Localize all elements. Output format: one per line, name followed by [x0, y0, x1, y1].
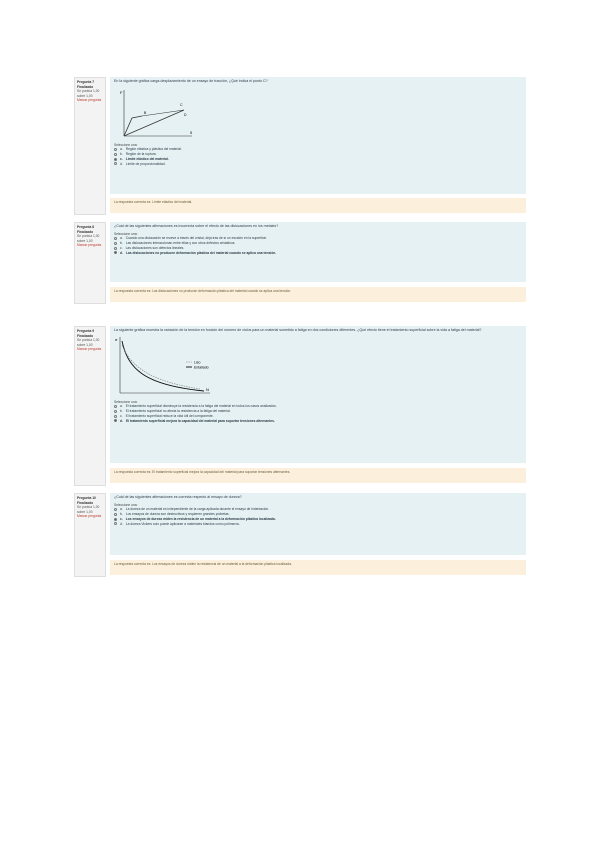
- question-info: [74, 77, 106, 215]
- radio-button[interactable]: [114, 148, 117, 151]
- answer-option[interactable]: b. Los ensayos de dureza son destructivos y requieren grandes probetas.: [114, 512, 522, 517]
- answer-option[interactable]: a. La dureza de un material es independiente de la carga aplicada durante el ensayo de indentación.: [114, 507, 522, 512]
- radio-button[interactable]: [114, 162, 117, 165]
- radio-button[interactable]: [114, 237, 117, 240]
- radio-button[interactable]: [114, 405, 117, 408]
- answer-list: [114, 236, 522, 255]
- radio-button-checked[interactable]: [114, 158, 117, 161]
- question-text: ¿Cuál de las siguientes afirmaciones es incorrecta sobre el efecto de las dislocaciones en los metales?: [114, 224, 279, 228]
- answer-option[interactable]: a. Cuando una dislocación se mueve a través del cristal, deja tras de sí un escalón en la superficie.: [114, 236, 522, 241]
- flag-question-link[interactable]: Marcar pregunta: [77, 514, 102, 519]
- radio-button[interactable]: [114, 410, 117, 413]
- question-state: Finalizado: [77, 229, 94, 234]
- answer-list: [114, 404, 522, 423]
- graph-point-d: D: [184, 112, 187, 117]
- graph-y-label: F: [120, 89, 123, 95]
- answer-option[interactable]: b. Región de la ruptura.: [114, 152, 522, 157]
- graph-x-label: δ: [190, 129, 193, 135]
- answer-list: [114, 507, 522, 526]
- radio-button-checked[interactable]: [114, 518, 117, 521]
- radio-button[interactable]: [114, 247, 117, 250]
- correct-answer-feedback: La respuesta correcta es: Límite elástico del material.: [110, 198, 526, 213]
- answer-option-selected[interactable]: c. Los ensayos de dureza miden la resistencia de un material a la deformación plástica localizada.: [114, 517, 522, 522]
- answer-option[interactable]: a. El tratamiento superficial disminuye la resistencia a la fatiga del material en todos los casos analizados.: [114, 404, 522, 409]
- answer-option[interactable]: d. La dureza Vickers solo puede aplicarse a materiales blandos como polímeros.: [114, 522, 522, 527]
- flag-question-link[interactable]: Marcar pregunta: [77, 243, 102, 248]
- graph-point-c: C: [180, 102, 183, 107]
- answer-option[interactable]: b. Las dislocaciones interaccionan entre ellas y con otros defectos cristalinos.: [114, 241, 522, 246]
- correct-answer-feedback: La respuesta correcta es: Los ensayos de dureza miden la resistencia de un material a la deformación plástica localizada.: [110, 560, 526, 575]
- question-mark: Se puntúa 1,00 sobre 1,00: [77, 505, 100, 514]
- answers-title: Seleccione una:: [114, 142, 138, 147]
- question-formulation: [110, 222, 526, 282]
- answer-list: [114, 147, 522, 166]
- radio-button[interactable]: [114, 513, 117, 516]
- flag-question-link[interactable]: Marcar pregunta: [77, 98, 102, 103]
- answer-option-selected[interactable]: d. El tratamiento superficial mejora la capacidad del material para soportar tensiones alternantes.: [114, 419, 522, 424]
- answers-title: Seleccione una:: [114, 399, 138, 404]
- question-state: Finalizado: [77, 84, 94, 89]
- answer-option[interactable]: d. Límite de proporcionalidad.: [114, 162, 522, 167]
- answers-title: Seleccione una:: [114, 502, 138, 507]
- flag-question-link[interactable]: Marcar pregunta: [77, 347, 102, 352]
- graph-y-label: σ: [115, 336, 118, 342]
- question-info: [74, 326, 106, 486]
- question-formulation: [110, 326, 526, 463]
- question-formulation: [110, 493, 526, 555]
- radio-button[interactable]: [114, 415, 117, 418]
- question-info: [74, 222, 106, 304]
- question-7: [74, 77, 526, 215]
- radio-button[interactable]: [114, 153, 117, 156]
- question-number: Pregunta 8: [77, 225, 95, 229]
- answer-option-selected[interactable]: d. Las dislocaciones no producen deformación plástica del material cuando se aplica una tensión.: [114, 251, 522, 256]
- fatigue-curve-graph: [114, 335, 214, 397]
- radio-button-checked[interactable]: [114, 251, 117, 254]
- radio-button[interactable]: [114, 242, 117, 245]
- answers-title: Seleccione una:: [114, 231, 138, 236]
- question-mark: Se puntúa 1,00 sobre 1,00: [77, 234, 100, 243]
- radio-button[interactable]: [114, 522, 117, 525]
- radio-button-checked[interactable]: [114, 419, 117, 422]
- question-number: Pregunta 7: [77, 80, 95, 84]
- question-text: En la siguiente gráfica carga-desplazamiento de un ensayo de tracción, ¿Qué indica el punto C?: [114, 79, 268, 83]
- graph-point-b: B: [144, 110, 147, 115]
- graph-x-label: N: [206, 386, 209, 392]
- load-displacement-graph: [118, 86, 196, 140]
- question-state: Finalizado: [77, 500, 94, 505]
- answer-option[interactable]: c. Las dislocaciones son defectos lineales.: [114, 246, 522, 251]
- question-info: [74, 493, 106, 577]
- question-text: La siguiente gráfica muestra la variación de la tensión en función del número de ciclos para un material sometido a fatiga en dos condiciones diferentes. ¿Qué efecto tiene el tratamiento superficial sobre la vida a fatiga del material?: [114, 328, 482, 332]
- question-formulation: [110, 77, 526, 194]
- correct-answer-feedback: La respuesta correcta es: El tratamiento superficial mejora la capacidad del material para soportar tensiones alternantes.: [110, 468, 526, 483]
- question-number: Pregunta 9: [77, 329, 95, 333]
- question-mark: Se puntúa 1,00 sobre 1,00: [77, 89, 100, 98]
- question-number: Pregunta 10: [77, 496, 96, 500]
- question-state: Finalizado: [77, 333, 94, 338]
- answer-option[interactable]: c. El tratamiento superficial reduce la vida útil del componente.: [114, 414, 522, 419]
- legend-series-1: Liso: [194, 360, 201, 365]
- answer-option[interactable]: b. El tratamiento superficial no afecta la resistencia a la fatiga del material.: [114, 409, 522, 414]
- question-10: [74, 493, 526, 577]
- legend-series-2: Entallado: [194, 365, 209, 370]
- answer-option-selected[interactable]: c. Límite elástico del material.: [114, 157, 522, 162]
- question-text: ¿Cuál de las siguientes afirmaciones es correcta respecto al ensayo de dureza?: [114, 495, 242, 499]
- correct-answer-feedback: La respuesta correcta es: Las dislocaciones no producen deformación plástica del material cuando se aplica una tensión.: [110, 287, 526, 302]
- question-8: [74, 222, 526, 304]
- answer-option[interactable]: a. Región elástica y plástica del material.: [114, 147, 522, 152]
- question-9: [74, 326, 526, 486]
- radio-button[interactable]: [114, 508, 117, 511]
- question-mark: Se puntúa 1,00 sobre 1,00: [77, 338, 100, 347]
